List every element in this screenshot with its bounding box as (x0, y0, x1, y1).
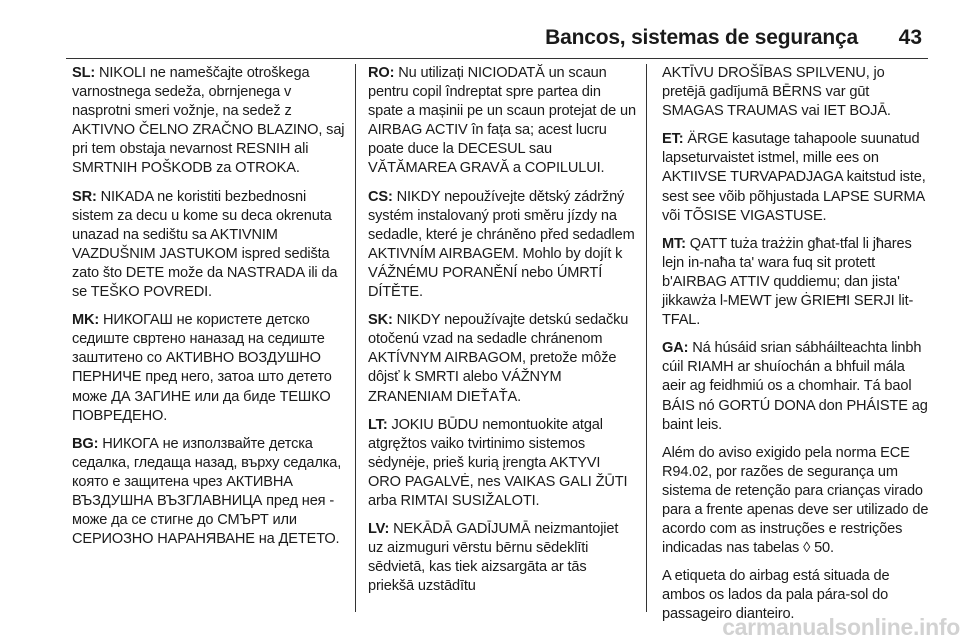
paragraph-text: NIKDY nepoužívejte dětský zádržný systém instalovaný proti směru jízdy na sedadle, které je chráněno před sedadlem AKTIVNÍM AIRBAGEM. Mohlo by dojít k VÁŽNÉMU PORANĚNÍ nebo ÚMRTÍ DÍTĚTE. (368, 188, 635, 301)
warning-paragraph-mt (662, 235, 932, 330)
column-divider (355, 64, 356, 612)
paragraph-text: NEKĀDĀ GADĪJUMĀ neizmantojiet uz aizmuguri vērstu bērnu sēdeklīti sēdvietā, kas tiek aizsargāta ar tās priekšā uzstādītu (368, 521, 619, 595)
warning-paragraph-bg (72, 435, 348, 550)
language-code: BG: (72, 435, 99, 452)
language-code: LV: (368, 521, 390, 538)
warning-paragraph-lv-continued (662, 64, 932, 121)
language-code: MT: (662, 235, 686, 252)
language-code: ET: (662, 131, 684, 148)
text-column-3 (662, 64, 932, 623)
body-paragraph-ece-norm (662, 444, 932, 559)
warning-paragraph-et (662, 130, 932, 225)
warning-paragraph-lv (368, 520, 636, 596)
language-code: CS: (368, 188, 393, 205)
paragraph-text: JOKIU BŪDU nemontuokite atgal atgręžtos vaiko tvirtinimo sistemos sėdynėje, prieš kurią įrengta AKTYVI ORO PAGALVĖ, nes VAIKAS GALI ŽŪTI arba RIMTAI SUSIŽALOTI. (368, 416, 628, 509)
warning-paragraph-ga (662, 339, 932, 434)
language-code: LT: (368, 416, 388, 433)
warning-paragraph-sr (72, 188, 348, 303)
paragraph-text: NIKOLI ne nameščajte otroškega varnostnega sedeža, obrnjenega v nasprotni smeri vožnje, na sedež z AKTIVNO ČELNO ZRAČNO BLAZINO, saj pri tem obstaja nevarnost RESNIH ali SMRTNIH POŠKODB za OTROKA. (72, 65, 345, 177)
column-divider (646, 64, 647, 612)
paragraph-text: QATT tuża trażżin għat-tfal li jħares lejn in-naħa ta' wara fuq sit protett b'AIRBAG ATTIV quddiemu; dan jista' jikkawża l-MEWT jew ĠRIEĦI SERJI lit-TFAL. (662, 235, 914, 329)
warning-paragraph-sl (72, 64, 348, 179)
warning-paragraph-lt (368, 416, 636, 511)
paragraph-text: Nu utilizați NICIODATĂ un scaun pentru copil îndreptat spre partea din spate a mașinii pe un scaun protejat de un AIRBAG ACTIV în fața sa; acest lucru poate duce la DECESUL sau VĂTĂMAREA GRAVĂ a COPILULUI. (368, 65, 636, 177)
page-title: Bancos, sistemas de segurança (545, 26, 858, 49)
language-code: GA: (662, 340, 689, 357)
language-code: SL: (72, 65, 96, 81)
language-code: RO: (368, 65, 395, 81)
language-code: SR: (72, 188, 97, 205)
paragraph-text: AKTĪVU DROŠĪBAS SPILVENU, jo pretējā gadījumā BĒRNS var gūt SMAGAS TRAUMAS vai IET BOJĀ. (662, 65, 891, 120)
watermark-text: carmanualsonline.info (722, 614, 960, 640)
warning-paragraph-mk (72, 311, 348, 426)
paragraph-text: НИКОГА не използвайте детска седалка, гледаща назад, върху седалка, която е защитена чрез АКТИВНА ВЪЗДУШНА ВЪЗГЛАВНИЦА пред нея - може да се стигне до СМЪРТ или СЕРИОЗНО НАРАНЯВАНЕ на ДЕТЕТО. (72, 435, 342, 548)
warning-paragraph-ro (368, 64, 636, 179)
paragraph-text: Ná húsáid srian sábháilteachta linbh cúil RIAMH ar shuíochán a bhfuil mála aeir ag feidhmiú os a chomhair. Tá baol BÁIS nó GORTÚ DONA don PHÁISTE ag baint leis. (662, 340, 928, 433)
paragraph-text: A etiqueta do airbag está situada de ambos os lados da pala pára-sol do passageiro dianteiro. (662, 568, 890, 623)
language-code: SK: (368, 312, 393, 329)
text-column-1 (72, 64, 348, 614)
paragraph-text: NIKDY nepoužívajte detskú sedačku otočenú vzad na sedadle chránenom AKTÍVNYM AIRBAGOM, pretože môže dôjsť k SMRTI alebo VÁŽNYM ZRANENIAM DIEŤAŤA. (368, 312, 629, 405)
paragraph-text: Além do aviso exigido pela norma ECE R94.02, por razões de segurança um sistema de retenção para crianças virado para a frente apenas deve ser utilizado de acordo com as instruções e restrições indicadas nas tabelas ◊ 50. (662, 444, 929, 557)
paragraph-text: NIKADA ne koristiti bezbednosni sistem za decu u kome su deca okrenuta unazad na sedištu sa AKTIVNIM VAZDUŠNIM JASTUKOM ispred sedišta zato što DETE može da NASTRADA ili da se TEŠKO POVREDI. (72, 188, 338, 301)
text-column-2 (368, 64, 636, 614)
paragraph-text: НИКОГАШ не користете детско седиште свртено наназад на седиште заштитено со АКТИВНО ВОЗДУШНО ПЕРНИЧЕ пред него, затоа што детето може ДА ЗАГИНЕ или да биде ТЕШКО ПОВРЕДЕНО. (72, 312, 332, 424)
language-code: MK: (72, 312, 100, 329)
page-header (66, 0, 928, 59)
warning-paragraph-cs (368, 188, 636, 303)
warning-paragraph-sk (368, 311, 636, 406)
page-number: 43 (898, 26, 922, 49)
paragraph-text: ÄRGE kasutage tahapoole suunatud lapseturvaistet istmel, mille ees on AKTIIVSE TURVAPADJAGA kaitstud iste, sest see võib põhjustada LAPSE SURMA või TÕSISE VIGASTUSE. (662, 131, 926, 224)
